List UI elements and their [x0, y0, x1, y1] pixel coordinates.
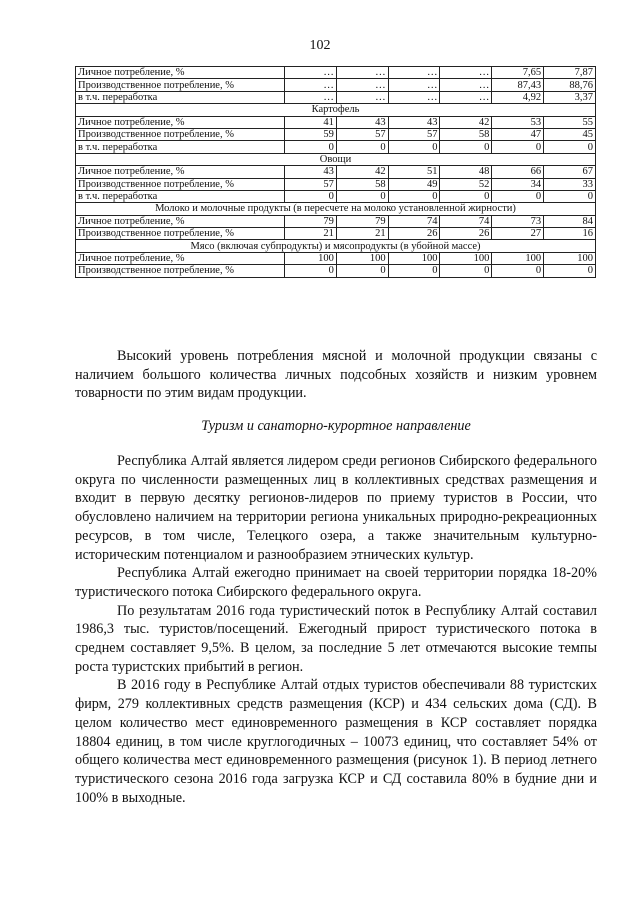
table-cell: 67 — [544, 166, 596, 178]
table-cell: 41 — [285, 116, 337, 128]
table-cell: … — [440, 79, 492, 91]
table-cell: … — [388, 79, 440, 91]
table-cell: 43 — [388, 116, 440, 128]
table-cell: 100 — [492, 252, 544, 264]
table-section-row — [76, 203, 596, 215]
table-cell: 7,65 — [492, 67, 544, 79]
table-section-row — [76, 240, 596, 252]
table-cell: 7,87 — [544, 67, 596, 79]
intro-text-block — [75, 347, 597, 403]
table-cell: … — [336, 79, 388, 91]
table-cell: 4,92 — [492, 91, 544, 103]
table-cell: 0 — [440, 190, 492, 202]
table-cell: 49 — [388, 178, 440, 190]
table-cell: 26 — [440, 228, 492, 240]
consumption-table-body — [76, 67, 596, 278]
table-row — [76, 252, 596, 264]
page-number: 102 — [309, 38, 331, 53]
table-cell: 27 — [492, 228, 544, 240]
table-cell: 66 — [492, 166, 544, 178]
table-section-title: Картофель — [76, 104, 596, 116]
table-cell: 51 — [388, 166, 440, 178]
table-row — [76, 141, 596, 153]
table-cell: 0 — [285, 141, 337, 153]
table-cell: 58 — [336, 178, 388, 190]
table-cell: 0 — [492, 265, 544, 277]
table-section-row — [76, 153, 596, 165]
table-row-label: Производственное потребление, % — [76, 178, 285, 190]
table-cell: 88,76 — [544, 79, 596, 91]
section-heading: Туризм и санаторно-курортное направление — [201, 418, 471, 434]
table-cell: 57 — [388, 128, 440, 140]
table-cell: 79 — [336, 215, 388, 227]
table-cell: 16 — [544, 228, 596, 240]
table-section-title: Мясо (включая субпродукты) и мясопродукты (в убойной массе) — [76, 240, 596, 252]
table-cell: 43 — [336, 116, 388, 128]
table-cell: 43 — [285, 166, 337, 178]
table-row-label: Производственное потребление, % — [76, 128, 285, 140]
table-row — [76, 190, 596, 202]
table-cell: 0 — [440, 141, 492, 153]
table-cell: 73 — [492, 215, 544, 227]
paragraph-1: Республика Алтай является лидером среди регионов Сибирского федерального округа по численности размещенных лиц в коллективных средствах размещения и входит в первую десятку регионов-лидеров по приему туристов в России, что обусловлено наличием на территории региона уникальных природно-рекреационных ресурсов, в том числе, Телецкого озера, а также значительным культурно-историческим потенциалом и разнообразием этнических культур. — [75, 453, 597, 563]
table-cell: 0 — [388, 265, 440, 277]
table-row-label: Производственное потребление, % — [76, 79, 285, 91]
table-cell: 45 — [544, 128, 596, 140]
table-cell: 100 — [285, 252, 337, 264]
table-row — [76, 79, 596, 91]
table-cell: 33 — [544, 178, 596, 190]
table-cell: 0 — [544, 190, 596, 202]
table-cell: … — [440, 67, 492, 79]
table-cell: 47 — [492, 128, 544, 140]
table-cell: 0 — [285, 265, 337, 277]
table-cell: 0 — [336, 265, 388, 277]
table-section-row — [76, 104, 596, 116]
table-cell: 0 — [336, 141, 388, 153]
table-row — [76, 215, 596, 227]
table-row-label: Личное потребление, % — [76, 67, 285, 79]
table-cell: … — [388, 91, 440, 103]
table-cell: 3,37 — [544, 91, 596, 103]
table-cell: 52 — [440, 178, 492, 190]
table-row — [76, 265, 596, 277]
table-section-title: Молоко и молочные продукты (в пересчете на молоко установленной жирности) — [76, 203, 596, 215]
table-row-label: в т.ч. переработка — [76, 190, 285, 202]
consumption-table — [75, 66, 596, 278]
table-cell: 58 — [440, 128, 492, 140]
table-row — [76, 116, 596, 128]
table-section-title: Овощи — [76, 153, 596, 165]
table-cell: 0 — [544, 141, 596, 153]
paragraph-2: Республика Алтай ежегодно принимает на своей территории порядка 18-20% туристического потока Сибирского федерального округа. — [75, 565, 597, 600]
table-row-label: Личное потребление, % — [76, 215, 285, 227]
table-cell: 0 — [440, 265, 492, 277]
table-row-label: Личное потребление, % — [76, 166, 285, 178]
table-cell: 21 — [336, 228, 388, 240]
table-cell: 0 — [388, 141, 440, 153]
table-cell: … — [336, 91, 388, 103]
table-cell: 0 — [285, 190, 337, 202]
table-cell: 57 — [285, 178, 337, 190]
table-cell: 87,43 — [492, 79, 544, 91]
table-cell: 74 — [440, 215, 492, 227]
table-cell: 59 — [285, 128, 337, 140]
table-row-label: в т.ч. переработка — [76, 141, 285, 153]
table-cell: 79 — [285, 215, 337, 227]
table-cell: 100 — [544, 252, 596, 264]
table-cell: 26 — [388, 228, 440, 240]
table-cell: 0 — [492, 141, 544, 153]
table-cell: 48 — [440, 166, 492, 178]
table-cell: 53 — [492, 116, 544, 128]
table-row — [76, 166, 596, 178]
table-cell: 100 — [388, 252, 440, 264]
table-cell: 21 — [285, 228, 337, 240]
table-cell: 57 — [336, 128, 388, 140]
table-row — [76, 228, 596, 240]
table-row-label: Производственное потребление, % — [76, 228, 285, 240]
table-cell: … — [336, 67, 388, 79]
table-row-label: в т.ч. переработка — [76, 91, 285, 103]
paragraph-4: В 2016 году в Республике Алтай отдых туристов обеспечивали 88 туристских фирм, 279 коллективных средств размещения (КСР) и 434 сельских дома (СД). В целом количество мест единовременного размещения в КСР составляет порядка 18804 единиц, в том числе круглогодичных – 10073 единиц, что составляет 54% от общего количества мест единовременного размещения (рисунок 1). В период летнего туристического сезона 2016 года загрузка КСР и СД составила 80% в будние дни и 100% в выходные. — [75, 677, 597, 806]
table-cell: … — [285, 67, 337, 79]
table-cell: 0 — [388, 190, 440, 202]
body-text-block — [75, 452, 597, 807]
table-cell: 0 — [336, 190, 388, 202]
table-row-label: Личное потребление, % — [76, 252, 285, 264]
table-cell: … — [285, 91, 337, 103]
table-cell: 100 — [440, 252, 492, 264]
table-cell: … — [388, 67, 440, 79]
table-row-label: Производственное потребление, % — [76, 265, 285, 277]
table-cell: 42 — [440, 116, 492, 128]
table-cell: 0 — [544, 265, 596, 277]
table-cell: 84 — [544, 215, 596, 227]
table-row — [76, 67, 596, 79]
table-cell: 55 — [544, 116, 596, 128]
table-row — [76, 178, 596, 190]
table-cell: … — [440, 91, 492, 103]
table-cell: 74 — [388, 215, 440, 227]
table-cell: 34 — [492, 178, 544, 190]
table-row-label: Личное потребление, % — [76, 116, 285, 128]
table-cell: 100 — [336, 252, 388, 264]
table-cell: 42 — [336, 166, 388, 178]
paragraph-3: По результатам 2016 года туристический поток в Республику Алтай составил 1986,3 тыс. туристов/посещений. Ежегодный прирост туристического потока в среднем составляет 9,5%. В целом, за последние 5 лет отмечаются высокие темпы роста туристских прибытий в регион. — [75, 602, 597, 675]
table-cell: … — [285, 79, 337, 91]
table-cell: 0 — [492, 190, 544, 202]
table-row — [76, 91, 596, 103]
table-row — [76, 128, 596, 140]
intro-paragraph: Высокий уровень потребления мясной и молочной продукции связаны с наличием большого количества личных подсобных хозяйств и низким уровнем товарности по этим видам продукции. — [75, 348, 597, 402]
